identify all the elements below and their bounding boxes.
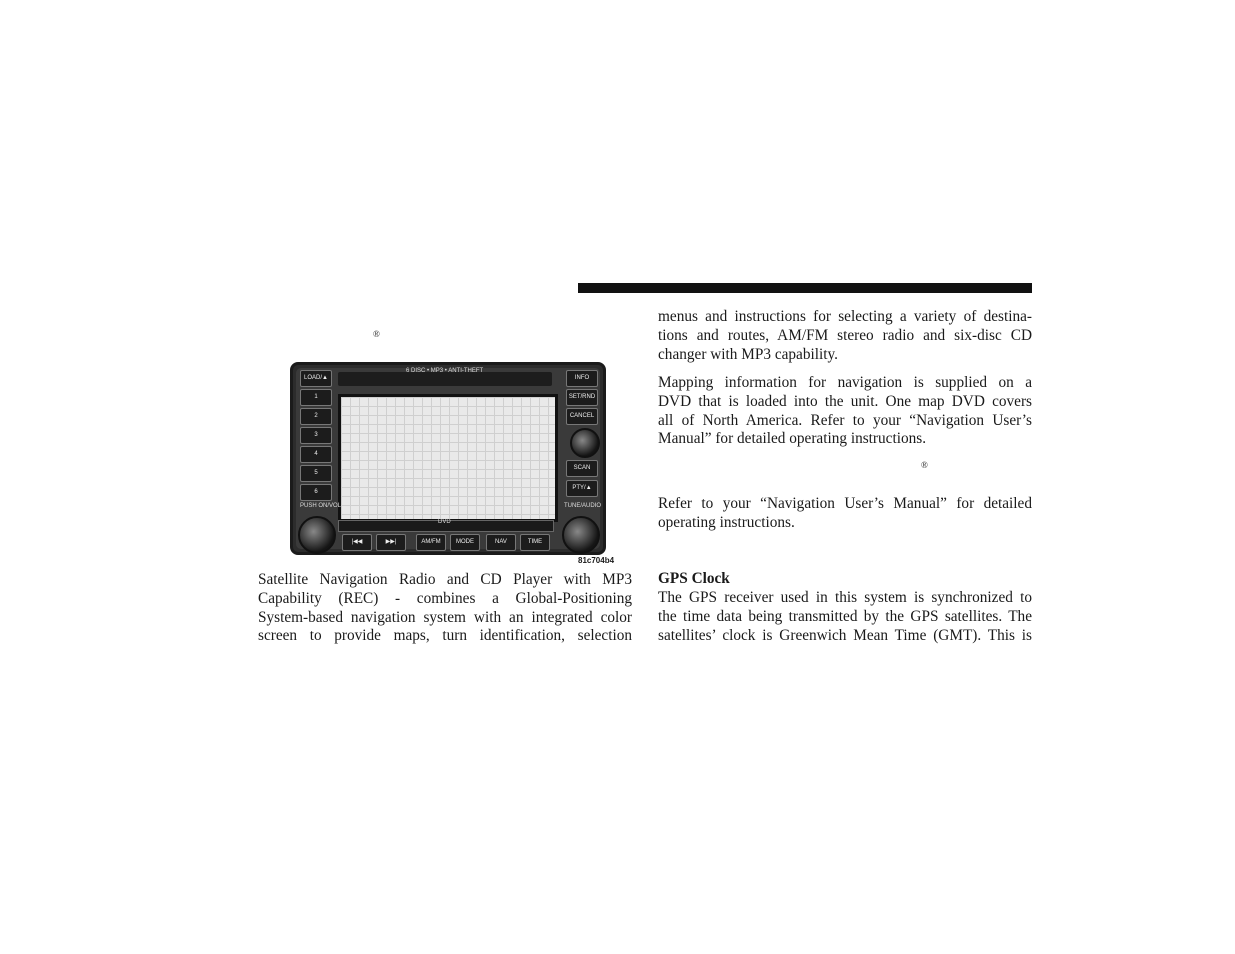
tune-audio-label: TUNE/AUDIO	[564, 503, 602, 509]
registered-mark: ®	[373, 329, 380, 339]
seek-back-button: |◀◀	[342, 534, 372, 551]
radio-description-paragraph	[258, 571, 632, 646]
pty-button: PTY/▲	[566, 480, 598, 497]
preset-3-button: 3	[300, 427, 332, 444]
text-line: changer with MP3 capability.	[658, 345, 838, 363]
nav-button: NAV	[486, 534, 516, 551]
info-button: INFO	[566, 370, 598, 387]
text-line: Mapping information for navigation is supplied on a	[658, 374, 1032, 391]
tune-knob	[562, 516, 600, 554]
seek-forward-button: ▶▶|	[376, 534, 406, 551]
preset-6-button: 6	[300, 484, 332, 501]
text-line: tions and routes, AM/FM stereo radio and six-disc CD	[658, 326, 1032, 344]
registered-mark: ®	[921, 460, 928, 470]
text-line: operating instructions.	[658, 513, 795, 531]
scan-button: SCAN	[566, 460, 598, 477]
text-line: System-based navigation system with an integrated color	[258, 608, 632, 626]
radio-feature-label: 6 DISC • MP3 • ANTI-THEFT	[406, 368, 484, 374]
mapping-paragraph	[658, 374, 1032, 449]
display-screen	[338, 394, 558, 522]
gps-clock-paragraph	[658, 589, 1032, 645]
section-header-rule	[578, 283, 1032, 293]
figure-code: 81c704b4	[578, 556, 615, 565]
preset-5-button: 5	[300, 465, 332, 482]
preset-2-button: 2	[300, 408, 332, 425]
text-line: menus and instructions for selecting a variety of destina-	[658, 308, 1032, 325]
gps-clock-heading: GPS Clock	[658, 570, 730, 587]
dvd-logo: DVD	[438, 519, 451, 525]
text-line: DVD that is loaded into the unit. One map DVD covers	[658, 392, 1032, 410]
preset-4-button: 4	[300, 446, 332, 463]
navigation-radio-illustration	[290, 362, 606, 555]
text-line: satellites’ clock is Greenwich Mean Time (GMT). This is	[658, 626, 1032, 644]
mode-button: MODE	[450, 534, 480, 551]
preset-1-button: 1	[300, 389, 332, 406]
text-line: Manual” for detailed operating instructions.	[658, 430, 927, 448]
manual-reference-paragraph	[658, 495, 1032, 533]
features-paragraph	[658, 308, 1032, 364]
text-line: The GPS receiver used in this system is synchronized to	[658, 589, 1032, 606]
text-line: all of North America. Refer to your “Navigation User’s	[658, 411, 1032, 429]
volume-knob	[298, 516, 336, 554]
text-line: Satellite Navigation Radio and CD Player with MP3	[258, 571, 632, 588]
text-line: screen to provide maps, turn identification, selection	[258, 627, 632, 645]
text-line: Refer to your “Navigation User’s Manual” for detailed	[658, 495, 1032, 512]
text-line: the time data being transmitted by the GPS satellites. The	[658, 607, 1032, 625]
load-button: LOAD/▲	[300, 370, 332, 387]
cd-slot	[338, 372, 552, 386]
text-line: Capability (REC) - combines a Global-Positioning	[258, 589, 632, 607]
volume-label: PUSH ON/VOL	[300, 503, 342, 509]
cancel-button: CANCEL	[566, 408, 598, 425]
am-fm-button: AM/FM	[416, 534, 446, 551]
set-rnd-button: SET/RND	[566, 389, 598, 406]
time-button: TIME	[520, 534, 550, 551]
joystick-knob	[570, 428, 600, 458]
